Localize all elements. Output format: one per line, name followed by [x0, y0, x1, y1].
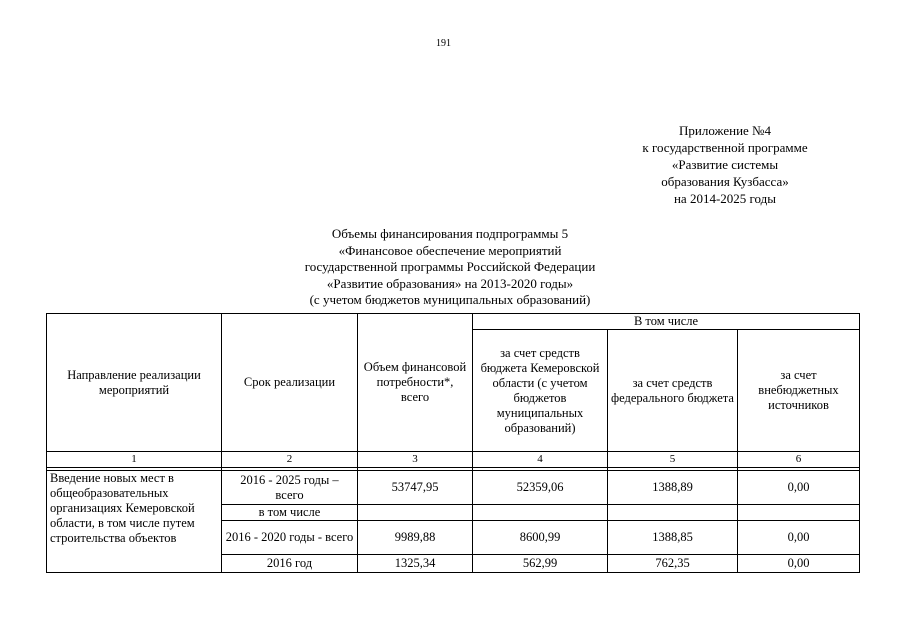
direction-cell: Введение новых мест в общеобразовательных организациях Кемеровской области, в том числе путем строительства объектов [47, 471, 222, 573]
header-including: В том числе [473, 314, 860, 330]
regional-cell [473, 505, 608, 521]
federal-cell: 762,35 [608, 555, 738, 573]
appendix-line-2: к государственной программе [642, 140, 808, 155]
period-cell: в том числе [222, 505, 358, 521]
appendix-line-3: «Развитие системы [671, 157, 779, 172]
total-cell [358, 505, 473, 521]
total-cell: 1325,34 [358, 555, 473, 573]
title-line-5: (с учетом бюджетов муниципальных образований) [309, 292, 591, 307]
page-number: 191 [436, 38, 451, 49]
federal-cell: 1388,85 [608, 521, 738, 555]
column-number: 5 [608, 452, 738, 468]
appendix-line-1: Приложение №4 [679, 123, 771, 138]
federal-cell: 1388,89 [608, 471, 738, 505]
title-line-2: «Финансовое обеспечение мероприятий [338, 242, 562, 258]
title-line-4: «Развитие образования» на 2013-2020 годы» [326, 275, 574, 291]
column-number-row [47, 452, 860, 468]
column-number: 1 [47, 452, 222, 468]
regional-cell: 562,99 [473, 555, 608, 573]
appendix-line-5: на 2014-2025 годы [673, 191, 777, 206]
table-row [47, 471, 860, 505]
period-cell: 2016 - 2025 годы – всего [222, 471, 358, 505]
header-total: Объем финансовой потребности*, всего [358, 314, 473, 452]
extrabudget-cell: 0,00 [738, 521, 860, 555]
total-cell: 53747,95 [358, 471, 473, 505]
header-period: Срок реализации [222, 314, 358, 452]
title-line-3: государственной программы Российской Федерации [304, 259, 596, 274]
title-line-1: Объемы финансирования подпрограммы 5 [331, 226, 569, 241]
header-direction: Направление реализации мероприятий [47, 314, 222, 452]
column-number: 3 [358, 452, 473, 468]
extrabudget-cell [738, 505, 860, 521]
regional-cell: 52359,06 [473, 471, 608, 505]
financing-table [46, 313, 860, 573]
header-extrabudget: за счет внебюджетных источников [738, 330, 860, 452]
column-number: 2 [222, 452, 358, 468]
extrabudget-cell: 0,00 [738, 471, 860, 505]
header-regional: за счет средств бюджета Кемеровской области (с учетом бюджетов муниципальных образований) [473, 330, 608, 452]
column-number: 6 [738, 452, 860, 468]
period-cell: 2016 - 2020 годы - всего [222, 521, 358, 555]
appendix-caption [600, 122, 850, 207]
column-number: 4 [473, 452, 608, 468]
total-cell: 9989,88 [358, 521, 473, 555]
regional-cell: 8600,99 [473, 521, 608, 555]
federal-cell [608, 505, 738, 521]
period-cell: 2016 год [222, 555, 358, 573]
extrabudget-cell: 0,00 [738, 555, 860, 573]
appendix-line-4: образования Кузбасса» [661, 174, 789, 189]
document-title [220, 226, 680, 309]
header-federal: за счет средств федерального бюджета [608, 330, 738, 452]
